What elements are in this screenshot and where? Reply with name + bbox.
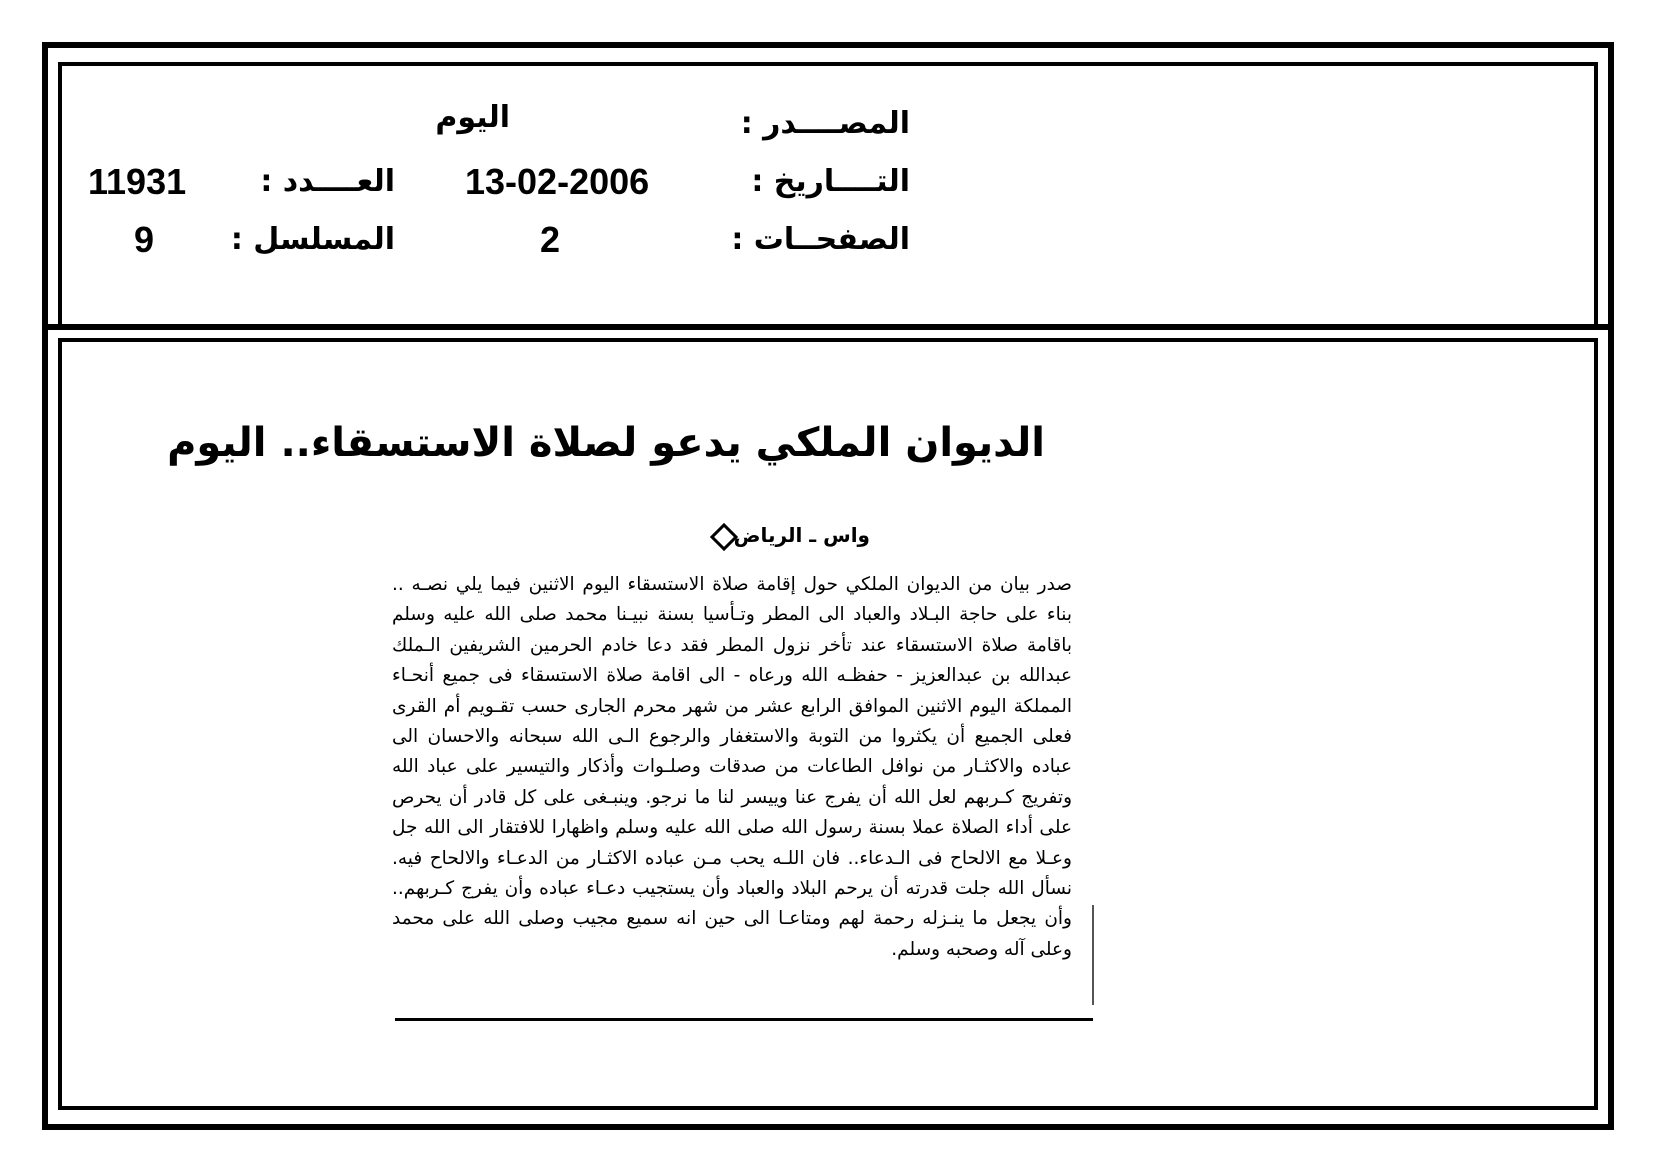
- issue-label: العــــدد :: [260, 164, 395, 199]
- column-rule: [1092, 905, 1094, 1005]
- header-separator: [48, 324, 1608, 330]
- article-bottom-rule: [395, 1018, 1093, 1021]
- source-value: اليوم: [435, 100, 510, 135]
- issue-value: 11931: [88, 161, 187, 202]
- pages-label: الصفحــات :: [731, 222, 910, 257]
- article-body: صدر بيان من الديوان الملكي حول إقامة صلاة الاستسقاء اليوم الاثنين فيما يلي نصـه .. بناء على حاجة البـلاد والعباد الى المطر وتـأسيا بسنة نبيـنا محمد صلى الله عليه وسلم باقامة صلاة الاستسقاء عند تأخر نزول المطر فقد دعا خادم الحرمين الشريفين الـملك عبدالله بن عبدالعزيز - حفظـه الله ورعاه - الى اقامة صلاة الاستسقاء فى جميع أنحـاء المملكة اليوم الاثنين الموافق الرابع عشر من شهر محرم الجارى حسب تقـويم أم القرى فعلى الجميع أن يكثروا من التوبة والاستغفار والرجوع الـى الله سبحانه والاحسان الى عباده والاكثـار من نوافل الطاعات من صدقات وصلـوات وأذكار والتيسير على عباد الله وتفريج كـربهم لعل الله أن يفرج عنا وييسر لنا ما نرجو. وينبـغى على كل قادر أن يحرص على أداء الصلاة عملا بسنة رسول الله صلى الله عليه وسلم واظهارا للافتقار الى الله جل وعـلا مع الالحاح فى الـدعاء.. فان اللـه يحب مـن عباده الاكثـار من الدعـاء والالحاح فيه. نسأل الله جلت قدرته أن يرحم البلاد والعباد وأن يستجيب دعـاء عباده وأن يفرج كـربهم.. وأن يجعل ما ينـزله رحمة لهم ومتاعـا الى حين انه سميع مجيب وصلى الله على محمد وعلى آله وصحبه وسلم.: [392, 574, 1072, 960]
- pages-value: 2: [540, 219, 561, 260]
- serial-value: 9: [134, 219, 155, 260]
- byline-text: واس ـ الرياض: [733, 523, 870, 547]
- serial-label: المسلسل :: [230, 222, 395, 257]
- source-label: المصــــدر :: [740, 106, 910, 141]
- article-byline: [600, 520, 870, 550]
- date-label: التــــاريخ :: [751, 164, 910, 199]
- article-headline: الديوان الملكي يدعو لصلاة الاستسقاء.. اليوم: [167, 420, 1045, 466]
- date-value: 13-02-2006: [465, 161, 650, 202]
